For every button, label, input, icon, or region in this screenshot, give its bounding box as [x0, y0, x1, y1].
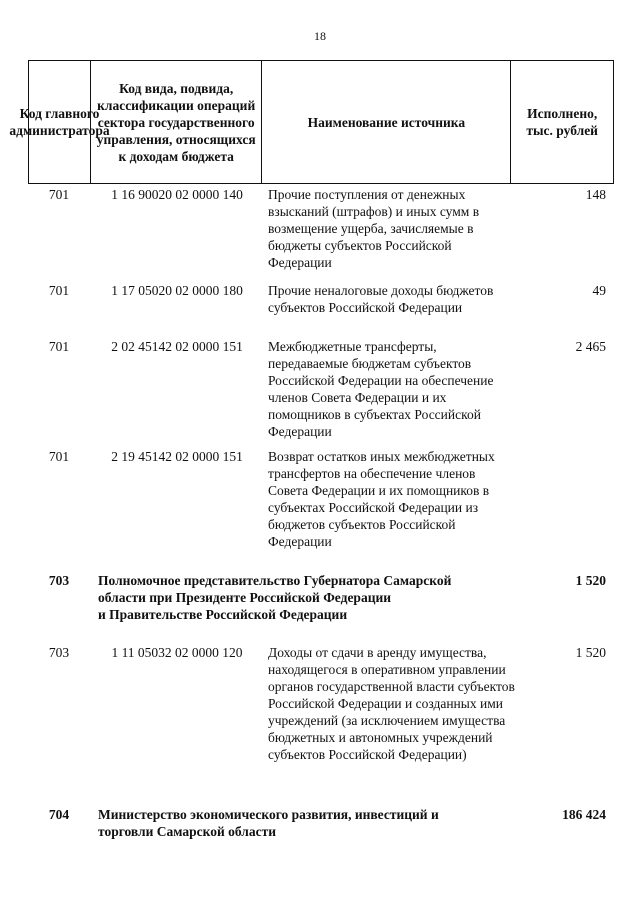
organization-name-line: области при Президенте Российской Федерации [98, 590, 392, 605]
organization-name [98, 572, 518, 623]
organization-name-line: и Правительстве Российской Федерации [98, 607, 348, 622]
admin-code: 701 [48, 449, 70, 464]
organization-name-line: торговли Самарской области [98, 824, 277, 839]
header-amount: Исполнено, тыс. рублей [526, 106, 598, 138]
organization-name [98, 806, 518, 840]
source-name: Прочие неналоговые доходы бюджетов субъектов Российской Федерации [268, 283, 494, 315]
header-admin-code: Код главного администратора [29, 61, 91, 183]
source-name: Доходы от сдачи в аренду имущества, находящегося в оперативном управлении органов государственной власти субъектов Российской Федерации и созданных ими учреждений (за исключением имущества бюджетных и автономных учреждений субъектов Российской Федерации) [268, 645, 515, 762]
classification-code: 2 19 45142 02 0000 151 [111, 449, 243, 464]
classification-code: 1 11 05032 02 0000 120 [111, 645, 243, 660]
amount: 186 424 [562, 807, 606, 822]
admin-code: 703 [48, 645, 70, 660]
admin-code: 701 [48, 283, 70, 298]
amount: 49 [592, 283, 606, 298]
admin-code: 703 [48, 573, 70, 588]
admin-code: 704 [48, 807, 70, 822]
source-name: Возврат остатков иных межбюджетных трансфертов на обеспечение членов Совета Федерации и их помощников в субъектах Российской Федерации из бюджетов субъектов Российской Федерации [268, 449, 495, 549]
amount: 1 520 [575, 573, 606, 588]
admin-code: 701 [48, 339, 70, 354]
classification-code: 1 17 05020 02 0000 180 [111, 283, 243, 298]
admin-code: 701 [48, 187, 70, 202]
header-source-name: Наименование источника [262, 61, 511, 183]
organization-name-line: Полномочное представительство Губернатора Самарской [98, 573, 452, 588]
amount: 2 465 [575, 339, 606, 354]
organization-name-line: Министерство экономического развития, инвестиций и [98, 807, 439, 822]
source-name: Прочие поступления от денежных взысканий (штрафов) и иных сумм в возмещение ущерба, зачисляемые в бюджеты субъектов Российской Федерации [268, 187, 480, 270]
header-classification-code: Код вида, подвида, классификации операций сектора государственного управления, относящихся к доходам бюджета [91, 61, 262, 183]
amount: 148 [585, 187, 606, 202]
page-number: 18 [314, 29, 326, 43]
classification-code: 2 02 45142 02 0000 151 [111, 339, 243, 354]
classification-code: 1 16 90020 02 0000 140 [111, 187, 243, 202]
amount: 1 520 [575, 645, 606, 660]
table-header [9, 60, 614, 184]
source-name: Межбюджетные трансферты, передаваемые бюджетам субъектов Российской Федерации на обеспечение членов Совета Федерации и их помощников в субъектах Российской Федерации [268, 339, 494, 439]
